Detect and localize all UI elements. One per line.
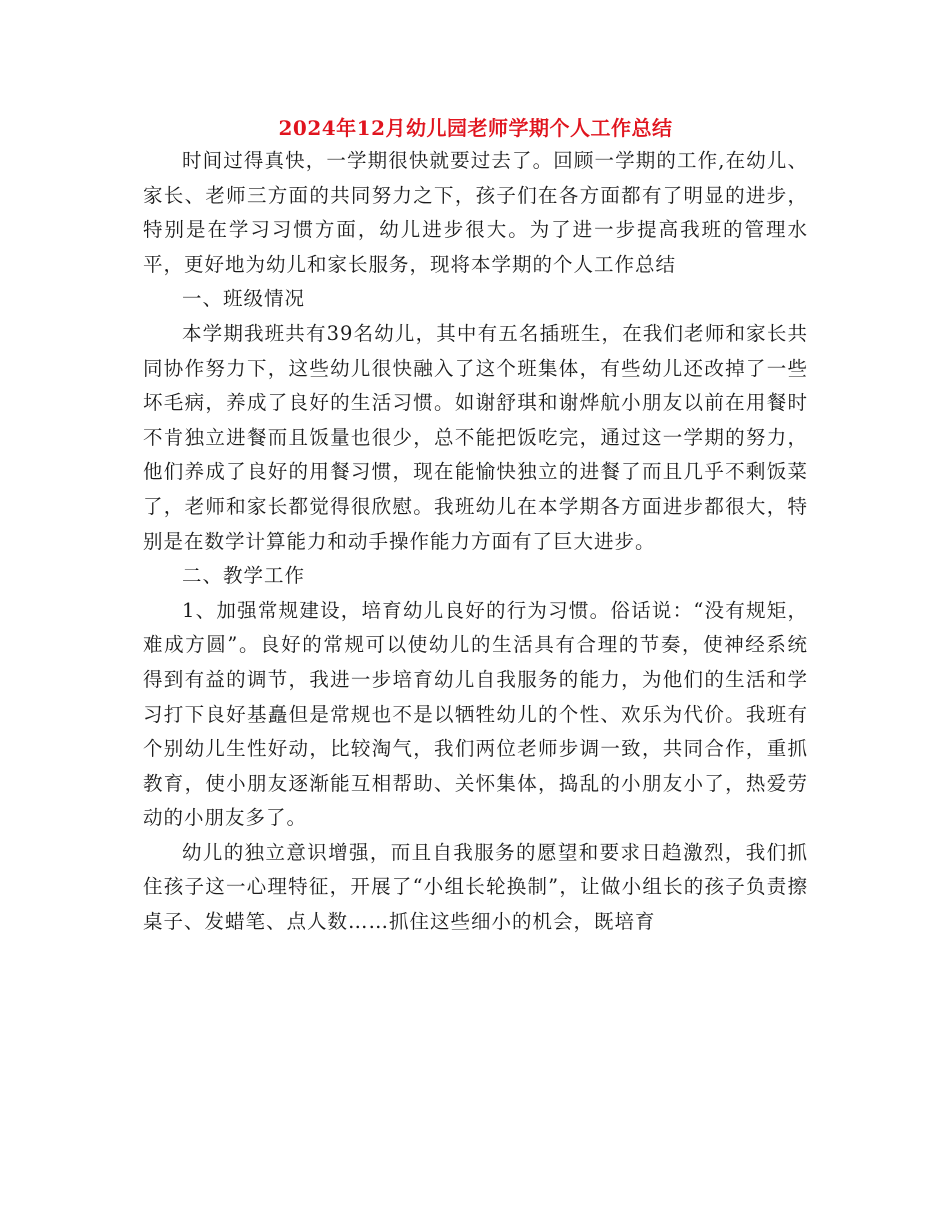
document-page [143, 112, 808, 940]
section-heading-class-situation: 一、班级情况 [182, 287, 306, 311]
intro-paragraph: 时间过得真快，一学期很快就要过去了。回顾一学期的工作,在幼儿、家长、老师三方面的共同努力之下，孩子们在各方面都有了明显的进步，特别是在学习习惯方面，幼儿进步很大。为了进一步提高我班的管理水平，更好地为幼儿和家长服务，现将本学期的个人工作总结 [143, 149, 808, 276]
class-situation-paragraph: 本学期我班共有39名幼儿，其中有五名插班生，在我们老师和家长共同协作努力下，这些幼儿很快融入了这个班集体，有些幼儿还改掉了一些坏毛病，养成了良好的生活习惯。如谢舒琪和谢烨航小朋友以前在用餐时不肯独立进餐而且饭量也很少，总不能把饭吃完，通过这一学期的努力，他们养成了良好的用餐习惯，现在能愉快独立的进餐了而且几乎不剩饭菜了，老师和家长都觉得很欣慰。我班幼儿在本学期各方面进步都很大，特别是在数学计算能力和动手操作能力方面有了巨大进步。 [143, 321, 808, 553]
document-title: 2024年12月幼儿园老师学期个人工作总结 [278, 116, 673, 140]
section-heading-teaching-work: 二、教学工作 [182, 564, 306, 588]
routine-building-paragraph: 1、加强常规建设，培育幼儿良好的行为习惯。俗话说：“没有规矩，难成方圆”。良好的常规可以使幼儿的生活具有合理的节奏，使神经系统得到有益的调节，我进一步培育幼儿自我服务的能力，为他们的生活和学习打下良好基矗但是常规也不是以牺牲幼儿的个性、欢乐为代价。我班有个别幼儿生性好动，比较淘气，我们两位老师步调一致，共同合作，重抓教育，使小朋友逐渐能互相帮助、关怀集体，捣乱的小朋友小了，热爱劳动的小朋友多了。 [143, 598, 808, 830]
independence-paragraph: 幼儿的独立意识增强，而且自我服务的愿望和要求日趋激烈，我们抓住孩子这一心理特征，开展了“小组长轮换制”，让做小组长的孩子负责擦桌子、发蜡笔、点人数……抓住这些细小的机会，既培育 [143, 840, 808, 934]
